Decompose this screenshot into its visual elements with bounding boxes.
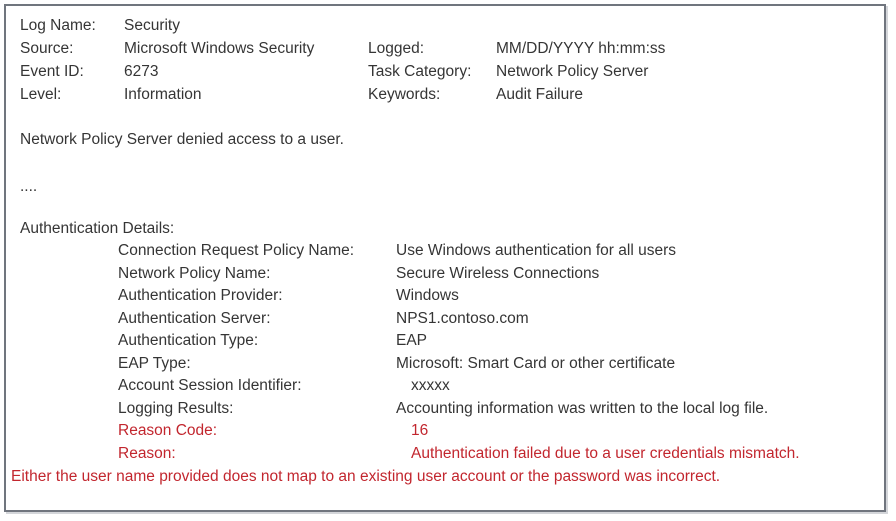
reason-code-value: 16 [411,422,429,439]
row-authentication-provider [6,285,884,308]
row-authentication-server [6,308,884,331]
row-logging-results [6,398,884,421]
auth-details-heading: Authentication Details: [20,220,175,237]
row-level-keywords [6,83,884,106]
event-id-value: 6273 [124,63,159,80]
connection-request-policy-value: Use Windows authentication for all users [396,242,676,259]
row-authentication-type [6,330,884,353]
logged-label: Logged: [368,40,425,57]
row-log-name [6,14,884,37]
spacer [6,106,884,128]
logged-value: MM/DD/YYYY hh:mm:ss [496,40,666,57]
source-value: Microsoft Windows Security [124,40,315,57]
footer-note: Either the user name provided does not map to an existing user account or the password was incorrect. [11,468,721,485]
level-label: Level: [20,86,62,103]
row-source-logged [6,37,884,60]
account-session-identifier-label: Account Session Identifier: [118,377,302,394]
authentication-provider-label: Authentication Provider: [118,287,283,304]
authentication-server-label: Authentication Server: [118,309,271,327]
spacer [6,151,884,175]
reason-value: Authentication failed due to a user credentials mismatch. [411,444,800,462]
row-reason [6,443,884,466]
row-eventid-taskcategory [6,60,884,83]
reason-label: Reason: [118,444,176,462]
row-eap-type [6,353,884,376]
log-name-label: Log Name: [20,17,96,34]
authentication-type-label: Authentication Type: [118,332,259,349]
task-category-value: Network Policy Server [496,63,649,80]
authentication-type-value: EAP [396,332,428,349]
eap-type-value: Microsoft: Smart Card or other certificate [396,354,676,372]
log-name-value: Security [124,17,180,34]
keywords-value: Audit Failure [496,86,584,103]
network-policy-name-label: Network Policy Name: [118,264,271,282]
keywords-label: Keywords: [368,86,441,103]
level-value: Information [124,86,202,103]
row-connection-request-policy [6,240,884,263]
row-reason-code [6,420,884,443]
connection-request-policy-label: Connection Request Policy Name: [118,242,355,259]
authentication-provider-value: Windows [396,287,459,304]
event-description: Network Policy Server denied access to a user. [20,131,344,148]
event-id-label: Event ID: [20,63,84,80]
task-category-label: Task Category: [368,63,472,80]
eap-type-label: EAP Type: [118,354,191,372]
spacer [6,198,884,217]
network-policy-name-value: Secure Wireless Connections [396,264,600,282]
reason-code-label: Reason Code: [118,422,218,439]
logging-results-label: Logging Results: [118,399,234,417]
event-log-box [4,4,886,512]
authentication-server-value: NPS1.contoso.com [396,309,529,327]
account-session-identifier-value: xxxxx [411,377,450,394]
source-label: Source: [20,40,74,57]
ellipsis-line: .... [20,178,38,195]
logging-results-value: Accounting information was written to the local log file. [396,399,769,417]
row-network-policy-name [6,263,884,286]
row-account-session-identifier [6,375,884,398]
